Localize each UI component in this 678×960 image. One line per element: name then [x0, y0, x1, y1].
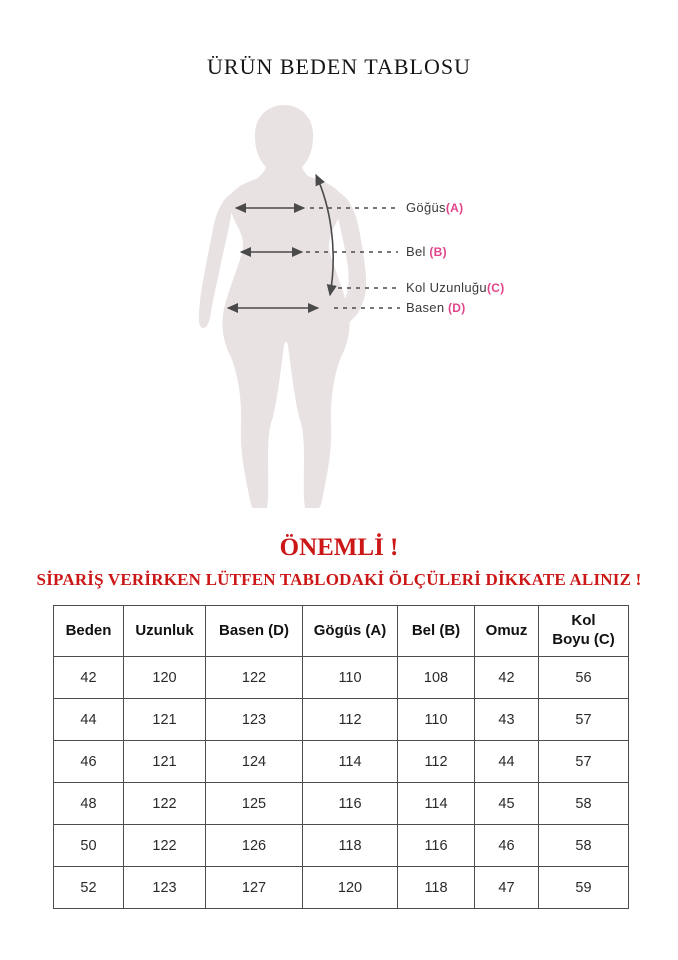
table-cell: 110	[303, 657, 398, 699]
measure-label-basen	[406, 300, 466, 316]
table-cell: 120	[303, 867, 398, 909]
measure-letter-d: (D)	[444, 301, 466, 315]
table-cell: 59	[539, 867, 629, 909]
body-silhouette-figure	[0, 95, 678, 525]
table-cell: 46	[54, 741, 124, 783]
col-header-gogus	[303, 606, 398, 657]
table-cell: 112	[303, 699, 398, 741]
table-cell: 58	[539, 783, 629, 825]
measure-label-gogus	[406, 200, 463, 216]
table-cell: 52	[54, 867, 124, 909]
table-cell: 42	[475, 657, 539, 699]
table-cell: 118	[303, 825, 398, 867]
page-title: ÜRÜN BEDEN TABLOSU	[207, 54, 471, 79]
table-cell: 122	[124, 825, 206, 867]
col-header-omuz	[475, 606, 539, 657]
col-header-kol-boyu	[539, 606, 629, 657]
measure-label-text: Basen	[406, 300, 445, 315]
col-header-label: Gögüs (A)	[313, 621, 387, 639]
table-row	[54, 657, 629, 699]
table-cell: 124	[206, 741, 303, 783]
table-cell: 57	[539, 699, 629, 741]
table-row	[54, 741, 629, 783]
col-header-label: Beden	[65, 621, 112, 639]
table-cell: 57	[539, 741, 629, 783]
measure-label-text: Bel	[406, 244, 426, 259]
table-cell: 48	[54, 783, 124, 825]
table-cell: 121	[124, 741, 206, 783]
silhouette-torso-legs	[222, 157, 349, 508]
col-header-uzunluk	[124, 606, 206, 657]
important-heading: ÖNEMLİ !	[279, 534, 399, 561]
table-cell: 44	[54, 699, 124, 741]
col-header-label: Omuz	[485, 621, 528, 639]
table-cell: 126	[206, 825, 303, 867]
table-row	[54, 699, 629, 741]
col-header-label: Boyu (C)	[552, 631, 615, 648]
female-silhouette	[199, 105, 366, 508]
table-cell: 123	[206, 699, 303, 741]
table-cell: 58	[539, 825, 629, 867]
table-cell: 121	[124, 699, 206, 741]
table-cell: 125	[206, 783, 303, 825]
table-cell: 43	[475, 699, 539, 741]
table-cell: 42	[54, 657, 124, 699]
table-cell: 44	[475, 741, 539, 783]
table-cell: 46	[475, 825, 539, 867]
table-cell: 122	[124, 783, 206, 825]
measure-label-kol-uzunlugu	[406, 280, 505, 296]
size-table	[53, 605, 629, 909]
table-cell: 120	[124, 657, 206, 699]
table-cell: 112	[398, 741, 475, 783]
measure-label-bel	[406, 244, 447, 260]
table-cell: 122	[206, 657, 303, 699]
table-row	[54, 825, 629, 867]
table-cell: 114	[398, 783, 475, 825]
col-header-beden	[54, 606, 124, 657]
table-cell: 127	[206, 867, 303, 909]
table-cell: 50	[54, 825, 124, 867]
table-cell: 114	[303, 741, 398, 783]
table-cell: 123	[124, 867, 206, 909]
col-header-label: Basen (D)	[218, 621, 289, 639]
measure-letter-a: (A)	[445, 201, 464, 215]
table-cell: 47	[475, 867, 539, 909]
col-header-bel	[398, 606, 475, 657]
measure-label-text: Kol Uzunluğu	[406, 280, 487, 295]
measurement-diagram	[0, 95, 678, 525]
col-header-label: Uzunluk	[135, 621, 194, 639]
measure-letter-b: (B)	[425, 245, 447, 259]
table-cell: 56	[539, 657, 629, 699]
order-warning-text: SİPARİŞ VERİRKEN LÜTFEN TABLODAKİ ÖLÇÜLERİ DİKKATE ALINIZ !	[36, 570, 642, 589]
table-cell: 108	[398, 657, 475, 699]
col-header-label: Bel (B)	[411, 621, 461, 639]
measure-letter-c: (C)	[486, 281, 505, 295]
table-header-row	[54, 606, 629, 657]
table-cell: 118	[398, 867, 475, 909]
table-cell: 45	[475, 783, 539, 825]
col-header-basen	[206, 606, 303, 657]
table-cell: 116	[303, 783, 398, 825]
table-cell: 110	[398, 699, 475, 741]
measure-label-text: Göğüs	[406, 200, 446, 215]
table-row	[54, 783, 629, 825]
table-row	[54, 867, 629, 909]
col-header-label: Kol	[571, 612, 596, 630]
table-cell: 116	[398, 825, 475, 867]
